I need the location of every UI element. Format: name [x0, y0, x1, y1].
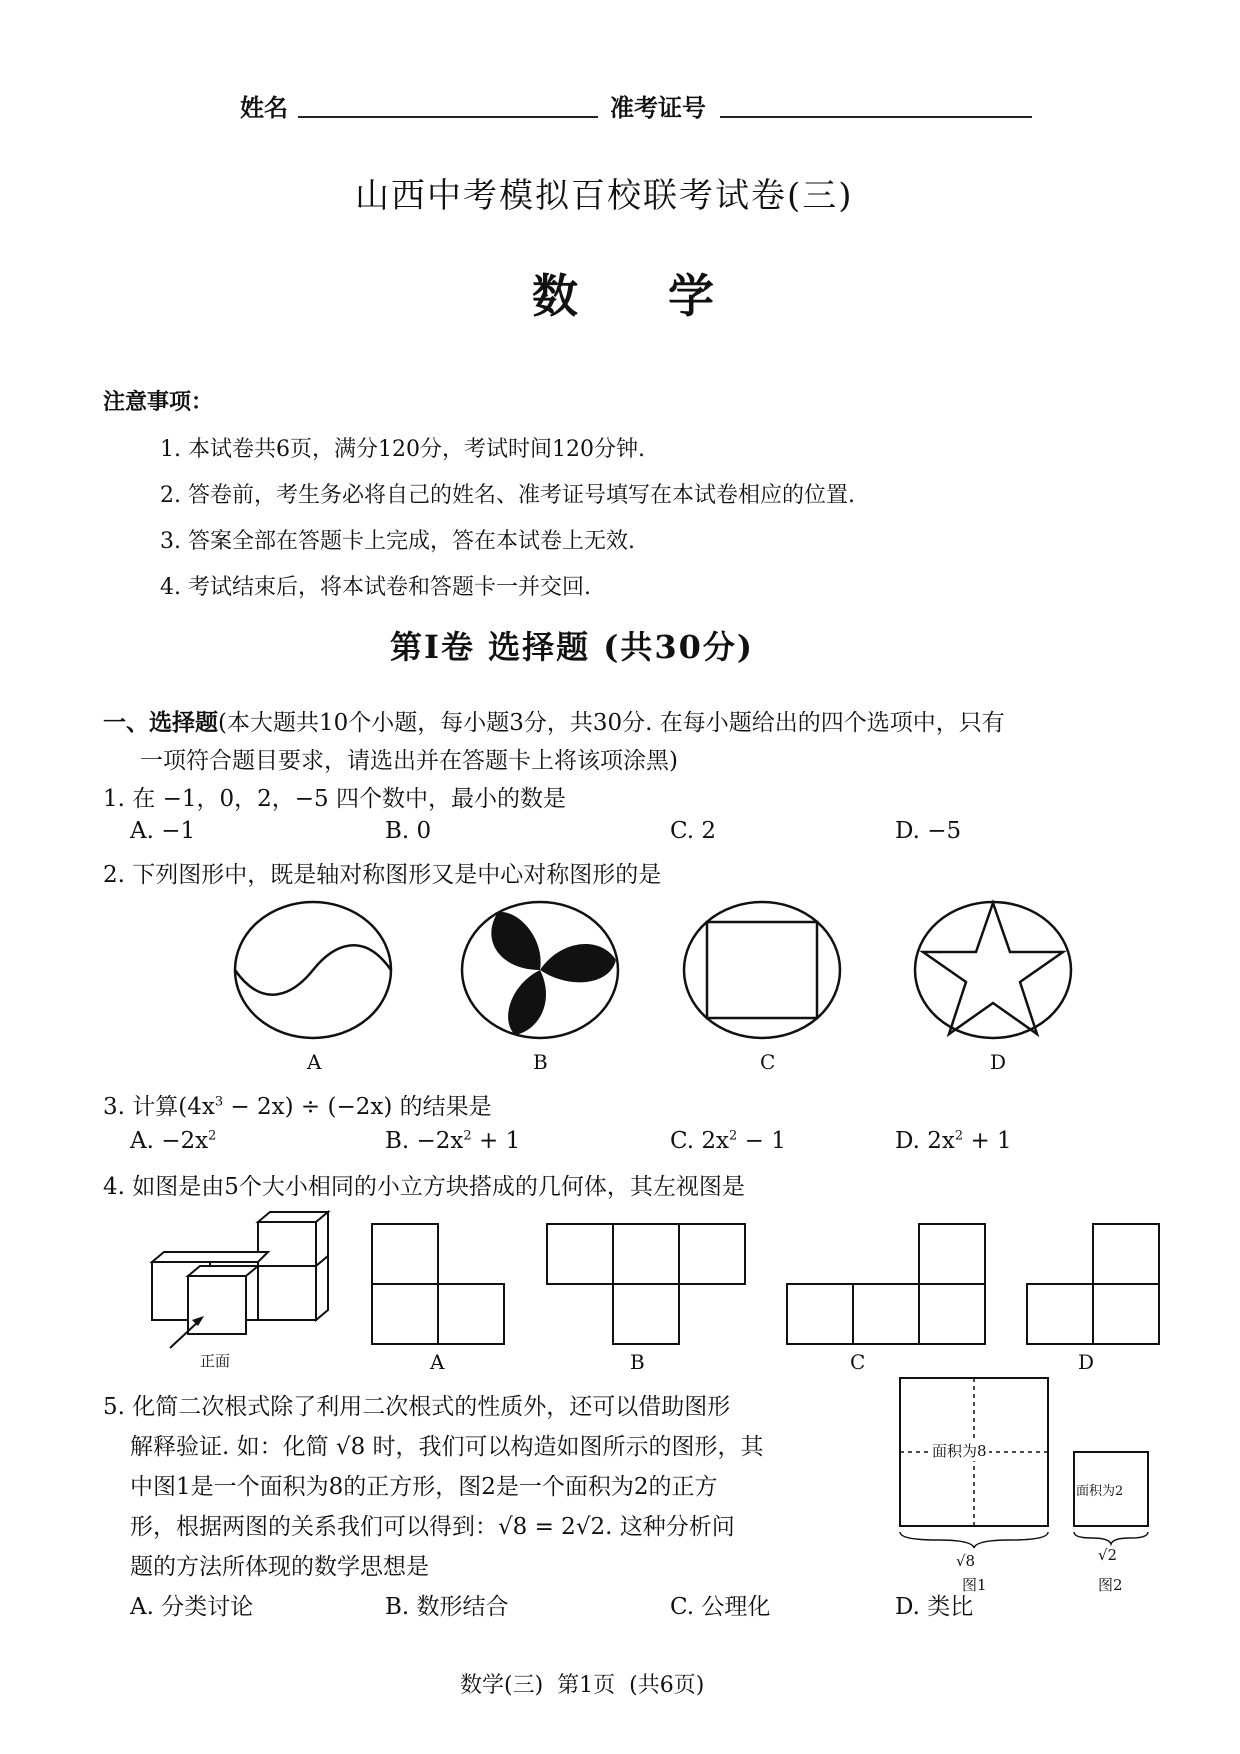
option-c[interactable]: C. 公理化	[670, 1594, 771, 1620]
option-d[interactable]: D. −5	[895, 818, 962, 844]
left-view-option-b-icon[interactable]	[545, 1222, 749, 1347]
section-label: 一、选择题	[103, 709, 218, 736]
square-area-2-figure	[1072, 1450, 1152, 1550]
fig1-side-label: √8	[956, 1552, 976, 1570]
figure-label-b: B	[533, 1050, 548, 1074]
notice-item: 2. 答卷前，考生务必将自己的姓名、准考证号填写在本试卷相应的位置.	[160, 483, 855, 508]
left-view-option-c-icon[interactable]	[785, 1222, 989, 1347]
exam-title: 山西中考模拟百校联考试卷(三)	[355, 176, 854, 216]
left-view-option-a-icon[interactable]	[370, 1222, 506, 1347]
option-c[interactable]: C. $2x^2 - 1$	[670, 1128, 786, 1154]
inscribed-square-icon[interactable]	[682, 900, 842, 1040]
part-title: 第Ⅰ卷 选择题 (共30分)	[390, 628, 755, 666]
section-instructions: (本大题共10个小题，每小题3分，共30分. 在每小题给出的四个选项中，只有	[218, 710, 1005, 736]
question-stem-cont: 题的方法所体现的数学思想是	[130, 1554, 429, 1580]
name-label: 姓名	[240, 93, 288, 122]
question-stem: 1. 在 −1，0，2，−5 四个数中，最小的数是	[103, 786, 566, 812]
exam-id-blank[interactable]	[720, 116, 1032, 118]
question-stem: 4. 如图是由5个大小相同的小立方块搭成的几何体，其左视图是	[103, 1174, 745, 1200]
fig2-caption: 图2	[1098, 1576, 1123, 1594]
option-d[interactable]: D. $2x^2 + 1$	[895, 1128, 1012, 1154]
option-d[interactable]: D. 类比	[895, 1594, 974, 1620]
question-stem-cont: 解释验证. 如：化简 √8 时，我们可以构造如图所示的图形，其	[130, 1434, 764, 1460]
option-b[interactable]: B. $-2x^2 + 1$	[385, 1128, 521, 1154]
fig2-side-label: √2	[1098, 1546, 1118, 1564]
subject-title: 数学	[532, 269, 804, 323]
question-stem: 3. 计算$(4x^3 - 2x) \div (-2x)$ 的结果是	[103, 1094, 492, 1120]
notice-item: 4. 考试结束后，将本试卷和答题卡一并交回.	[160, 575, 591, 600]
figure-label-b: B	[630, 1350, 645, 1374]
area-2-label: 面积为2	[1076, 1484, 1124, 1499]
option-b[interactable]: B. 数形结合	[385, 1594, 509, 1620]
square-area-8-figure	[898, 1376, 1050, 1556]
cube-stack-icon	[150, 1210, 330, 1350]
figure-label-a: A	[430, 1350, 445, 1374]
option-a[interactable]: A. 分类讨论	[130, 1594, 254, 1620]
fig1-caption: 图1	[962, 1576, 987, 1594]
inscribed-star-icon[interactable]	[913, 900, 1073, 1040]
section-heading	[103, 704, 1005, 737]
figure-label-d: D	[990, 1050, 1007, 1074]
question-stem-cont: 形，根据两图的关系我们可以得到：√8 = 2√2. 这种分析问	[130, 1514, 735, 1540]
section-instructions-cont: 一项符合题目要求，请选出并在答题卡上将该项涂黑)	[140, 748, 678, 774]
option-b[interactable]: B. 0	[385, 818, 432, 844]
notice-title: 注意事项：	[103, 389, 214, 415]
taiji-circle-icon[interactable]	[233, 900, 393, 1040]
option-a[interactable]: A. $-2x^2$	[130, 1128, 217, 1154]
option-c[interactable]: C. 2	[670, 818, 717, 844]
notice-item: 3. 答案全部在答题卡上完成，答在本试卷上无效.	[160, 529, 635, 554]
option-a[interactable]: A. −1	[130, 818, 196, 844]
page-footer: 数学(三) 第1页 (共6页)	[460, 1673, 705, 1698]
question-stem: 5. 化简二次根式除了利用二次根式的性质外，还可以借助图形	[103, 1394, 731, 1420]
name-blank[interactable]	[298, 116, 598, 118]
figure-label-c: C	[760, 1050, 776, 1074]
question-stem-cont: 中图1是一个面积为8的正方形，图2是一个面积为2的正方	[130, 1474, 718, 1500]
area-8-label: 面积为8	[932, 1442, 987, 1460]
triple-swirl-icon[interactable]	[460, 900, 620, 1040]
question-stem: 2. 下列图形中，既是轴对称图形又是中心对称图形的是	[103, 862, 662, 888]
figure-label-d: D	[1078, 1350, 1095, 1374]
figure-label-c: C	[850, 1350, 866, 1374]
exam-id-label: 准考证号	[610, 93, 706, 122]
figure-label-a: A	[307, 1050, 322, 1074]
front-view-label: 正面	[200, 1352, 231, 1370]
left-view-option-d-icon[interactable]	[1025, 1222, 1161, 1347]
notice-item: 1. 本试卷共6页，满分120分，考试时间120分钟.	[160, 437, 645, 462]
